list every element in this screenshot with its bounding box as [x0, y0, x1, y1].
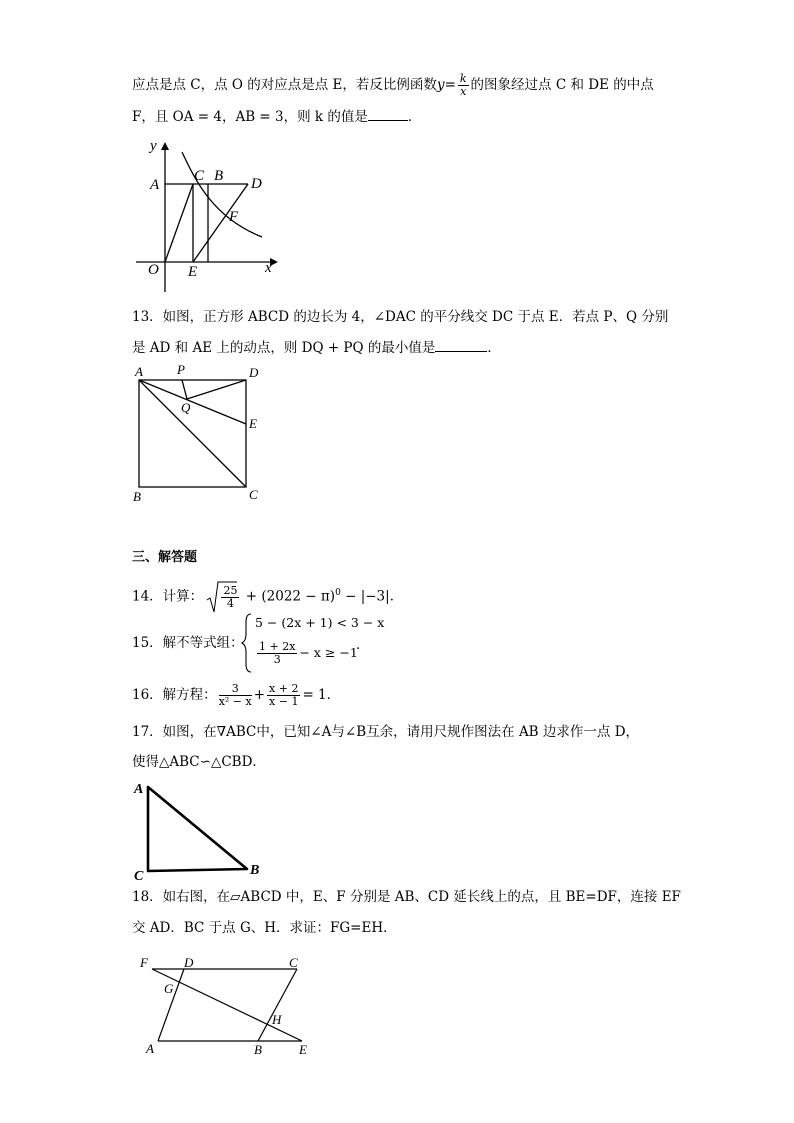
- q12-label-y: y: [150, 138, 157, 154]
- q12-line1-post: 的图象经过点 C 和 DE 的中点: [470, 77, 654, 93]
- q18-label-D: D: [184, 955, 194, 970]
- q14-sqrt-num: 25: [223, 584, 238, 597]
- q16-f1-den: x² − x: [218, 695, 252, 708]
- q13-label-D: D: [249, 365, 259, 380]
- q18-label-E: E: [299, 1042, 307, 1057]
- q15-ineq1: 5 − (2x + 1) < 3 − x: [255, 615, 385, 630]
- q12-label-F: F: [229, 209, 239, 225]
- q12-line1-pre: 应点是点 C，点 O 的对应点是点 E，若反比例函数: [132, 77, 437, 93]
- q15-label: 15．解不等式组：: [132, 635, 244, 651]
- q15-end: ．: [356, 637, 370, 653]
- q13-line2-pre: 是 AD 和 AE 上的动点，则 DQ + PQ 的最小值是: [132, 340, 436, 356]
- q12-line2-pre: F，且 OA = 4，AB = 3，则 k 的值是: [132, 109, 368, 125]
- q12-label-x: x: [265, 260, 272, 276]
- q18-label-G: G: [164, 981, 174, 996]
- q14-exp: 0: [335, 588, 341, 598]
- q17-label-C: C: [134, 869, 144, 884]
- q12-label-D: D: [251, 176, 262, 192]
- q18-label-F: F: [140, 955, 148, 970]
- q16-f1-num: 3: [219, 683, 252, 696]
- q16-label: 16．解方程：: [132, 687, 217, 703]
- q18-line2: 交 AD．BC 于点 G、H．求证：FG=EH．: [132, 920, 397, 936]
- q12-label-C: C: [194, 168, 205, 184]
- q17-label-A: A: [134, 782, 144, 797]
- q18-label-A: A: [146, 1041, 154, 1056]
- q13-label-C: C: [249, 487, 258, 502]
- q14-plus: +: [245, 588, 258, 605]
- q15-ineq2-tail: − x ≥ −1: [299, 645, 358, 660]
- q16-f2-num: x + 2: [269, 682, 299, 695]
- q12-frac-den: x: [460, 85, 467, 98]
- q18-label-H: H: [272, 1012, 282, 1027]
- q18-line1: 18．如右图，在▱ABCD 中，E、F 分别是 AB、CD 延长线上的点，且 BE=DF，连接 EF: [132, 889, 681, 905]
- q14-label: 14．计算：: [132, 588, 204, 605]
- q13-label-Q: Q: [181, 400, 191, 415]
- q12-eq: =: [444, 77, 456, 93]
- q13-label-E: E: [249, 416, 257, 431]
- q12-fn-y: y: [436, 77, 445, 93]
- q17-line2: 使得△ABC∽△CBD．: [132, 754, 266, 770]
- q13-line2-post: ．: [487, 340, 501, 356]
- q13-label-P: P: [177, 362, 185, 377]
- q13-label-B: B: [133, 489, 141, 504]
- q12-label-O: O: [148, 262, 159, 278]
- q14-sqrt-den: 4: [226, 597, 234, 610]
- q12-frac-num: k: [459, 72, 467, 85]
- q16-f2-den: x − 1: [269, 695, 299, 708]
- q13-label-A: A: [135, 364, 143, 379]
- q12-label-E: E: [188, 264, 198, 280]
- q16-plus: +: [253, 687, 266, 703]
- q13-line1: 13．如图，正方形 ABCD 的边长为 4，∠DAC 的平分线交 DC 于点 E．若点 P、Q 分别: [132, 309, 669, 325]
- q18-label-B: B: [254, 1042, 262, 1057]
- q15-ineq2-den: 3: [273, 653, 281, 666]
- q12-line2-post: ．: [407, 109, 422, 125]
- q12-label-B: B: [214, 168, 224, 184]
- q14-tail: − |−3|．: [345, 588, 404, 605]
- q15-ineq2-num: 1 + 2x: [259, 640, 296, 653]
- q17-label-B: B: [250, 863, 260, 878]
- q16-tail: = 1．: [302, 687, 341, 703]
- q17-line1: 17．如图，在∇ABC中，已知∠A与∠B互余，请用尺规作图法在 AB 边求作一点 D，: [132, 724, 640, 740]
- q18-label-C: C: [289, 955, 298, 970]
- q12-label-A: A: [150, 177, 160, 193]
- section-heading: 三、解答题: [132, 550, 198, 565]
- q14-paren: (2022 − π): [261, 588, 336, 605]
